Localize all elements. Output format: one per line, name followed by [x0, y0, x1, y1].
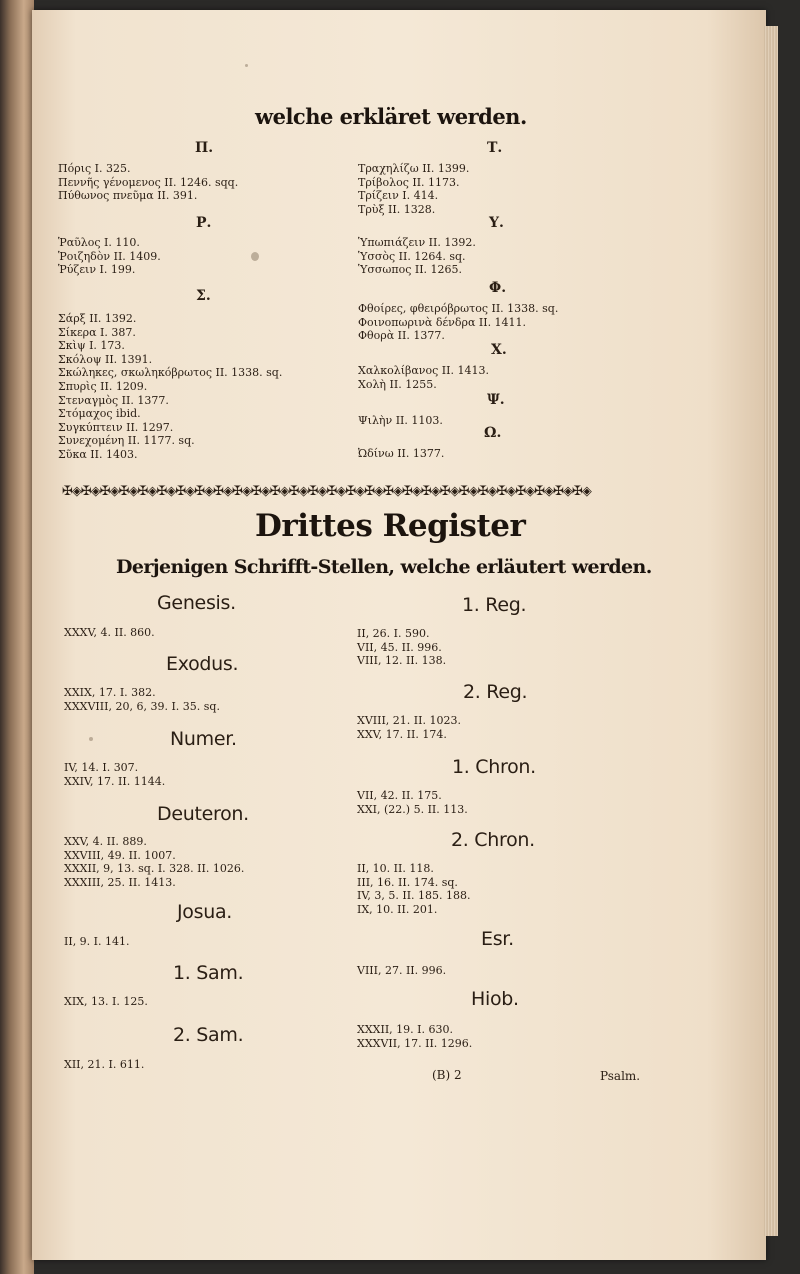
scripture-group: [64, 1058, 144, 1072]
greek-group-pi: [58, 162, 238, 203]
scripture-group: [357, 627, 446, 668]
ornament-band: ✠◈✠◈✠◈✠◈✠◈✠◈✠◈✠◈✠◈✠◈✠◈✠◈✠◈✠◈✠◈✠◈✠◈✠◈✠◈✠◈✠◈✠◈✠◈✠◈✠◈✠◈✠◈✠◈: [62, 484, 591, 499]
greek-entry: Στόμαχος ibid.: [58, 407, 141, 421]
greek-entry: Τρίζειν I. 414.: [358, 189, 439, 203]
book-heading: 2. Sam.: [173, 1024, 244, 1046]
book-heading: Genesis.: [157, 592, 236, 614]
scripture-entry: XXIV, 17. II. 1144.: [64, 774, 166, 788]
scripture-group: [357, 862, 471, 916]
book-heading: Hiob.: [471, 988, 519, 1010]
greek-entry: Σάρξ II. 1392.: [58, 312, 137, 325]
greek-entry: Χολὴ II. 1255.: [358, 377, 437, 391]
greek-entry: Τραχηλίζω II. 1399.: [358, 162, 470, 175]
scripture-entry: XXXII, 19. I. 630.: [357, 1023, 453, 1036]
greek-entry: Ὑπωπιάζειν II. 1392.: [358, 236, 476, 249]
greek-entry: Σπυρὶς II. 1209.: [58, 379, 148, 393]
ink-blot: [89, 737, 93, 741]
scripture-entry: VIII, 27. II. 996.: [357, 964, 447, 977]
scripture-group: [357, 1023, 472, 1050]
greek-group-chi: [358, 364, 489, 391]
greek-group-rho: [58, 236, 161, 277]
greek-letter-rho: Ρ.: [196, 215, 212, 231]
greek-entry: Συγκύπτειν II. 1297.: [58, 420, 174, 434]
scripture-entry: XIX, 13. I. 125.: [64, 995, 148, 1008]
scripture-entry: IV, 3, 5. II. 185. 188.: [357, 889, 471, 903]
greek-letter-chi: Χ.: [491, 342, 507, 358]
book-spine: [0, 0, 34, 1274]
greek-entry: Ῥαῦλος I. 110.: [58, 236, 140, 249]
scripture-group: [64, 626, 155, 640]
greek-entry: Στεναγμὸς II. 1377.: [58, 393, 169, 407]
greek-letter-tau: Τ.: [487, 140, 503, 156]
ink-blot: [251, 252, 259, 261]
greek-entry: Χαλκολίβανος II. 1413.: [358, 364, 489, 377]
greek-entry: Ῥύζειν I. 199.: [58, 263, 136, 277]
scripture-entry: IV, 14. I. 307.: [64, 761, 139, 774]
register-title: Drittes Register: [255, 508, 526, 544]
greek-entry: Πεννῆς γένομενος II. 1246. sqq.: [58, 175, 239, 189]
greek-entry: Φοινοπωρινὰ δένδρα II. 1411.: [358, 315, 527, 329]
greek-entry: Ψιλὴν II. 1103.: [358, 414, 443, 427]
greek-entry: Φθοίρες, φθειρόβρωτος II. 1338. sq.: [358, 302, 559, 315]
scripture-entry: XXVIII, 49. II. 1007.: [64, 848, 176, 862]
scripture-entry: IX, 10. II. 201.: [357, 902, 438, 916]
greek-group-sigma: [58, 312, 282, 462]
greek-entry: Πόρις I. 325.: [58, 162, 131, 175]
book-heading: 1. Chron.: [452, 756, 536, 778]
scripture-group: [357, 964, 446, 978]
greek-entry: Σκώληκες, σκωληκόβρωτος II. 1338. sq.: [58, 366, 283, 380]
scripture-group: [64, 761, 165, 788]
book-heading: Esr.: [481, 928, 514, 950]
greek-entry: Φθορὰ II. 1377.: [358, 329, 445, 343]
scripture-entry: XXXII, 9, 13. sq. I. 328. II. 1026.: [64, 862, 245, 876]
greek-entry: Ὑσσὸς II. 1264. sq.: [358, 249, 466, 263]
scripture-entry: XXXIII, 25. II. 1413.: [64, 875, 176, 889]
scripture-entry: II, 9. I. 141.: [64, 935, 130, 948]
scripture-entry: VII, 42. II. 175.: [357, 789, 442, 802]
scripture-entry: XXI, (22.) 5. II. 113.: [357, 802, 468, 816]
scripture-entry: III, 16. II. 174. sq.: [357, 875, 458, 889]
book-heading: 1. Sam.: [173, 962, 244, 984]
greek-entry: Ὑσσωπος II. 1265.: [358, 263, 463, 277]
greek-letter-psi: Ψ.: [487, 392, 505, 408]
greek-entry: Σκόλοψ II. 1391.: [58, 352, 153, 366]
book-heading: Deuteron.: [157, 803, 249, 825]
greek-letter-upsilon: Υ.: [489, 215, 504, 231]
scripture-entry: XVIII, 21. II. 1023.: [357, 714, 461, 727]
greek-entry: Τρὺξ II. 1328.: [358, 202, 436, 216]
scripture-entry: XXXV, 4. II. 860.: [64, 626, 155, 639]
greek-entry: Συνεχομένη II. 1177. sq.: [58, 434, 195, 448]
ink-blot: [245, 64, 248, 67]
greek-group-phi: [358, 302, 558, 343]
book-heading: 2. Chron.: [451, 829, 535, 851]
scripture-group: [357, 714, 461, 741]
greek-group-upsilon: [358, 236, 476, 277]
scripture-group: [64, 995, 148, 1009]
greek-letter-omega: Ω.: [484, 425, 502, 441]
greek-entry: Σκὶψ I. 173.: [58, 339, 125, 353]
greek-letter-phi: Φ.: [489, 280, 507, 296]
running-title: welche erkläret werden.: [255, 104, 527, 129]
scripture-entry: XXXVIII, 20, 6, 39. I. 35. sq.: [64, 699, 220, 713]
register-subtitle: Derjenigen Schrifft-Stellen, welche erläutert werden.: [116, 556, 652, 578]
scripture-entry: VIII, 12. II. 138.: [357, 654, 447, 668]
greek-group-tau: [358, 162, 469, 216]
greek-entry: Πύθωνος πνεῦμα II. 391.: [58, 189, 198, 203]
greek-group-psi: [358, 414, 443, 428]
greek-letter-pi: Π.: [195, 140, 214, 156]
scripture-group: [64, 686, 220, 713]
greek-entry: Σῦκα II. 1403.: [58, 447, 138, 461]
greek-entry: Ῥοιζηδὸν II. 1409.: [58, 249, 161, 263]
catchword: Psalm.: [600, 1069, 641, 1083]
book-heading: Numer.: [170, 728, 237, 750]
page-edges: [764, 26, 778, 1236]
scripture-entry: II, 10. II. 118.: [357, 862, 434, 875]
greek-group-omega: [358, 447, 444, 461]
scripture-group: [64, 935, 130, 949]
scripture-entry: II, 26. I. 590.: [357, 627, 430, 640]
book-heading: Exodus.: [166, 653, 239, 675]
greek-entry: Ὠδίνω II. 1377.: [358, 447, 445, 460]
greek-entry: Τρίβολος II. 1173.: [358, 175, 460, 189]
scripture-group: [357, 789, 468, 816]
scripture-entry: XXXVII, 17. II. 1296.: [357, 1036, 473, 1050]
book-heading: Josua.: [177, 901, 233, 923]
scripture-entry: XXV, 17. II. 174.: [357, 727, 447, 741]
scripture-entry: XXIX, 17. I. 382.: [64, 686, 156, 699]
scripture-entry: VII, 45. II. 996.: [357, 640, 442, 654]
book-heading: 1. Reg.: [462, 594, 527, 616]
book-heading: 2. Reg.: [463, 681, 528, 703]
scripture-group: [64, 835, 244, 889]
signature-mark: (B) 2: [432, 1068, 462, 1082]
scripture-entry: XXV, 4. II. 889.: [64, 835, 147, 848]
greek-letter-sigma: Σ.: [196, 288, 211, 304]
scripture-entry: XII, 21. I. 611.: [64, 1058, 145, 1071]
greek-entry: Σίκερα I. 387.: [58, 325, 136, 339]
